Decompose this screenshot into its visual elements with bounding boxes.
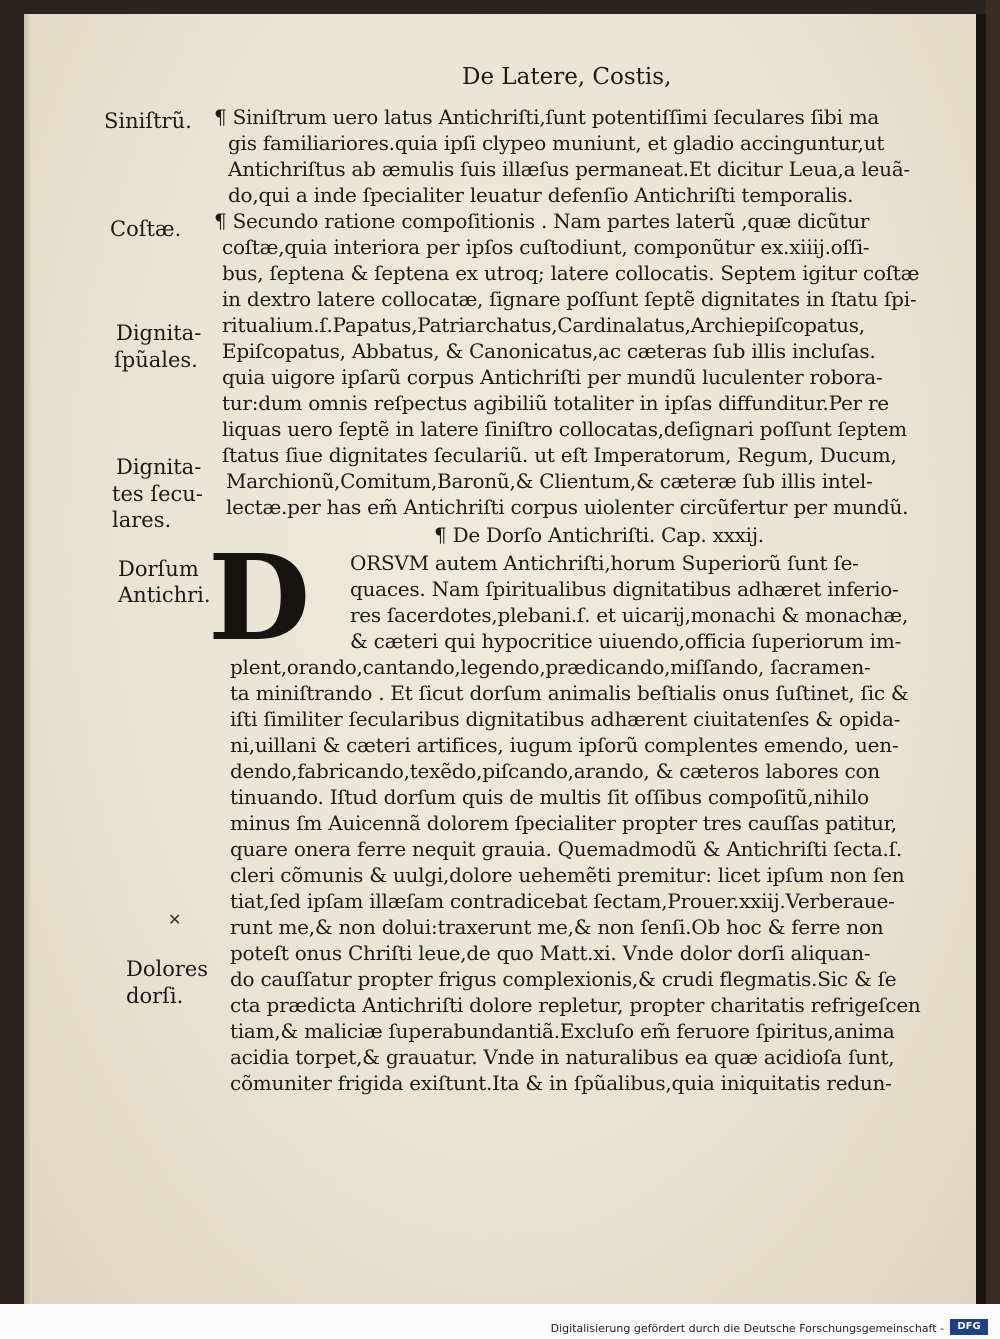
text-line: dendo,fabricando,texẽdo,piſcando,arando, & cæteros labores con <box>230 759 880 783</box>
margin-note-dolores: Dolores <box>126 957 209 981</box>
text-line: Epiſcopatus, Abbatus, & Canonicatus,ac cæteras ſub illis incluſas. <box>222 339 876 363</box>
text-line: & cæteri qui hypocritice uiuendo,officia ſuperiorum im- <box>350 629 902 653</box>
text-line: do cauſſatur propter frigus complexionis,& crudi flegmatis.Sic & ſe <box>230 967 897 991</box>
text-line: gis familiariores.quia ipſi clypeo muniunt, et gladio accinguntur,ut <box>228 131 885 155</box>
text-line: liquas uero ſeptẽ in latere ſiniſtro collocatas,deſignari poſſunt ſeptem <box>222 417 907 441</box>
margin-note-lares: lares. <box>112 508 172 532</box>
page-gutter-shadow <box>24 14 32 1304</box>
dfg-logo: DFG <box>950 1319 988 1335</box>
text-line: tinuando. Iſtud dorſum quis de multis ſit oſſibus compoſitũ,nihilo <box>230 785 869 809</box>
margin-note-spuales: ſpũales. <box>114 348 198 372</box>
text-line: minus ſm Auicennã dolorem ſpecialiter propter tres cauſſas patitur, <box>230 811 897 835</box>
margin-note-antichristi: Antichri. <box>118 583 211 607</box>
text-line: quaces. Nam ſpiritualibus dignitatibus adhæret inferio- <box>350 577 899 601</box>
text-line: quare onera ferre nequit grauia. Quemadmodũ & Antichriſti ſecta.ſ. <box>230 837 902 861</box>
text-line: ¶ Siniſtrum uero latus Antichriſti,ſunt potentiſſimi ſeculares ſibi ma <box>214 105 880 129</box>
text-line: ORSVM autem Antichriſti,horum Superiorũ ſunt ſe- <box>350 551 859 575</box>
text-line: cta prædicta Antichriſti dolore repletur, propter charitatis refrigeſcen <box>230 993 921 1017</box>
text-line: tur:dum omnis reſpectus agibiliũ totaliter in ipſas diffunditur.Per re <box>222 391 889 415</box>
chapter-heading: ¶ De Dorſo Antichriſti. Cap. xxxij. <box>434 523 764 547</box>
text-line: ni,uillani & cæteri artifices, iugum ipſorũ complentes emendo, uen- <box>230 733 899 757</box>
footer-credit: Digitalisierung gefördert durch die Deutsche Forschungsgemeinschaft - <box>550 1322 944 1335</box>
text-line: coſtæ,quia interiora per ipſos cuſtodiunt, componũtur ex.xiiij.oſſi- <box>222 235 870 259</box>
text-line: iſti ſimiliter ſecularibus dignitatibus adhærent ciuitatenſes & opida- <box>230 707 901 731</box>
text-line: tiam,& maliciæ ſuperabundantiã.Excluſo em̃ feruore ſpiritus,anima <box>230 1019 895 1043</box>
margin-note-dignitates-2: Dignita- <box>116 455 202 479</box>
running-head: De Latere, Costis, <box>462 64 672 90</box>
marginal-cross-mark: ✕ <box>168 910 182 929</box>
text-line: quia uigore ipſarũ corpus Antichriſti per mundũ luculenter robora- <box>222 365 883 389</box>
text-line: ſtatus ſiue dignitates ſeculariũ. ut eſt Imperatorum, Regum, Ducum, <box>222 443 897 467</box>
text-line: lectæ.per has em̃ Antichriſti corpus uiolenter circũfertur per mundũ. <box>226 495 909 519</box>
margin-note-dignitates-1: Dignita- <box>116 321 202 345</box>
text-line: plent,orando,cantando,legendo,prædicando,miſſando, ſacramen- <box>230 655 871 679</box>
drop-cap-initial: D <box>208 528 311 667</box>
text-line: ¶ Secundo ratione compoſitionis . Nam partes laterũ ,quæ dicũtur <box>214 209 870 233</box>
margin-note-dorsum: Dorſum <box>118 557 199 581</box>
margin-note-costae: Coſtæ. <box>110 217 182 241</box>
scan-border-left <box>0 0 24 1339</box>
margin-note-seculares: tes ſecu- <box>112 482 203 506</box>
margin-note-sinistrum: Siniſtrũ. <box>104 109 192 133</box>
text-line: cleri cõmunis & uulgi,dolore uehemẽti premitur: licet ipſum non ſen <box>230 863 905 887</box>
text-line: tiat,ſed ipſam illæſam contradicebat ſectam,Prouer.xxiij.Verberaue- <box>230 889 895 913</box>
text-line: Marchionũ,Comitum,Baronũ,& Clientum,& cæteræ ſub illis intel- <box>226 469 873 493</box>
text-line: ta miniſtrando . Et ſicut dorſum animalis beſtialis onus ſuſtinet, ſic & <box>230 681 909 705</box>
text-line: poteſt onus Chriſti leue,de quo Matt.xi. Vnde dolor dorſi aliquan- <box>230 941 871 965</box>
text-line: res ſacerdotes,plebani.ſ. et uicarij,monachi & monachæ, <box>350 603 909 627</box>
text-line: do,qui a inde ſpecialiter leuatur defenſio Antichriſti temporalis. <box>228 183 854 207</box>
scan-border-top <box>0 0 1000 14</box>
text-line: runt me,& non dolui:traxerunt me,& non ſenſi.Ob hoc & ferre non <box>230 915 884 939</box>
text-line: cõmuniter frigida exiſtunt.Ita & in ſpũalibus,quia iniquitatis redun- <box>230 1071 892 1095</box>
text-line: acidia torpet,& grauatur. Vnde in naturalibus ea quæ acidioſa ſunt, <box>230 1045 895 1069</box>
text-line: in dextro latere collocatæ, ſignare poſſunt ſeptẽ dignitates in ſtatu ſpi- <box>222 287 917 311</box>
margin-note-dorsi: dorſi. <box>126 984 184 1008</box>
text-line: bus, ſeptena & ſeptena ex utroq; latere collocatis. Septem igitur coſtæ <box>222 261 920 285</box>
text-line: Antichriſtus ab æmulis ſuis illæſus permaneat.Et dicitur Leua,a leuã- <box>228 157 910 181</box>
scan-border-right <box>986 0 1000 1339</box>
text-line: ritualium.ſ.Papatus,Patriarchatus,Cardinalatus,Archiepiſcopatus, <box>222 313 865 337</box>
